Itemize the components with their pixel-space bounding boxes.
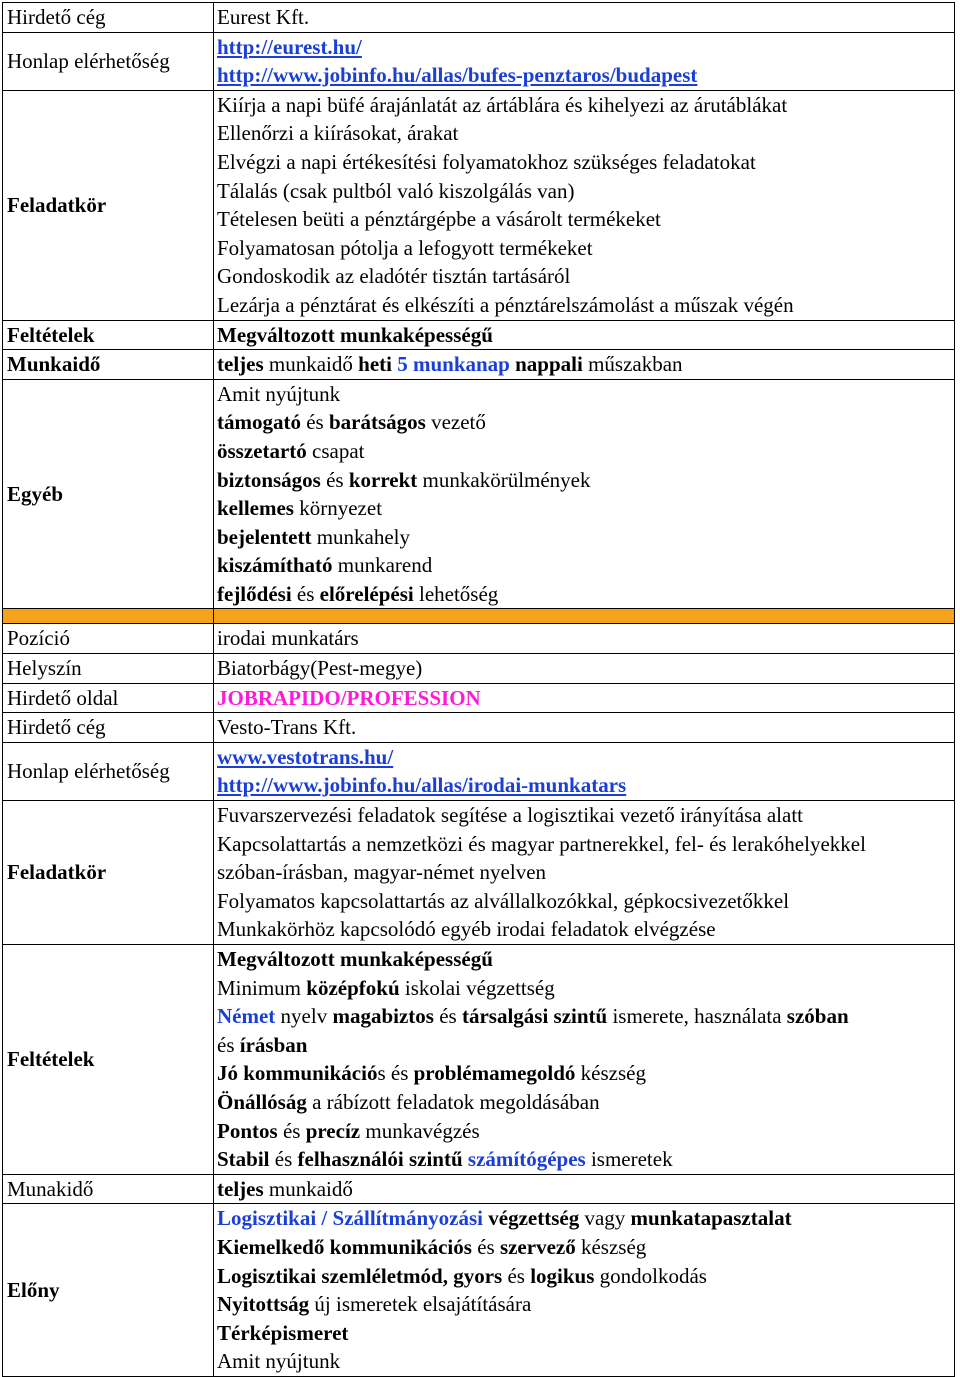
ad1-task-item: Folyamatosan pótolja a lefogyott termékeket	[217, 235, 593, 260]
ad2-advantage-item: Amit nyújtunk	[217, 1349, 341, 1374]
ad1-tasks-label: Feladatkör	[3, 90, 214, 320]
ad1-other-list	[214, 379, 955, 609]
adv-part: Kiemelkedő kommunikációs	[217, 1234, 472, 1259]
ad2-site-row	[3, 683, 955, 713]
cond-part: ismerete, használata	[607, 1004, 787, 1029]
ad2-task-item: Folyamatos kapcsolattartás az alvállalkozókkal, gépkocsivezetőkkel	[217, 888, 790, 913]
adv-part: és	[471, 1234, 500, 1259]
ad1-other-item	[217, 437, 954, 466]
ad2-advantage-list	[214, 1204, 955, 1377]
ad1-conditions-row	[3, 320, 955, 350]
adv-part: végzettség	[483, 1206, 580, 1231]
cond-part: felhasználói szintű	[297, 1147, 463, 1172]
ad1-other-item	[217, 551, 954, 580]
ad1-task-item: Lezárja a pénztárat és elkészíti a pénztárelszámolást a műszak végén	[217, 292, 794, 317]
cond-part: középfokú	[306, 975, 400, 1000]
ad1-website-label: Honlap elérhetőség	[3, 32, 214, 90]
ad2-position-label: Pozíció	[3, 624, 214, 654]
ad2-advantage-label: Előny	[3, 1204, 214, 1377]
separator-cell	[214, 609, 955, 624]
ad1-website-link-2[interactable]: http://www.jobinfo.hu/allas/bufes-penztaros/budapest	[217, 63, 698, 88]
job-ads-table	[2, 2, 955, 1377]
other-part: és	[291, 581, 320, 606]
cond-part: készség	[575, 1061, 646, 1086]
ad2-condition-item	[217, 1088, 954, 1117]
ad2-website-link-2[interactable]: http://www.jobinfo.hu/allas/irodai-munkatars	[217, 773, 627, 798]
adv-part: Nyitottság	[217, 1292, 310, 1317]
ad2-condition-item	[217, 1059, 954, 1088]
other-part: bejelentett	[217, 524, 312, 549]
cond-part: precíz	[305, 1118, 361, 1143]
ad2-tasks-label: Feladatkör	[3, 801, 214, 945]
cond-part: Német	[217, 1004, 276, 1029]
other-part: kiszámítható	[217, 553, 333, 578]
ad1-hours-row	[3, 350, 955, 380]
other-part: lehetőség	[413, 581, 499, 606]
ad2-company-row	[3, 713, 955, 743]
other-part: összetartó	[217, 438, 307, 463]
other-part: barátságos	[328, 410, 426, 435]
hours-part: műszakban	[582, 352, 683, 377]
ad2-tasks-row	[3, 801, 955, 945]
cond-part: és	[433, 1004, 462, 1029]
ad1-other-item	[217, 523, 954, 552]
separator-cell	[3, 609, 214, 624]
ad1-other-item	[217, 494, 954, 523]
other-part: vezető	[425, 410, 486, 435]
cond-part: társalgási szintű	[461, 1004, 608, 1029]
other-part: korrekt	[348, 467, 418, 492]
adv-part: vagy	[579, 1206, 631, 1231]
adv-part: gondolkodás	[594, 1263, 707, 1288]
ad2-condition-item: Megváltozott munkaképességű	[217, 947, 493, 971]
cond-part: Minimum	[217, 975, 307, 1000]
other-part: biztonságos	[217, 467, 321, 492]
other-part: munkahely	[311, 524, 411, 549]
adv-part: készség	[575, 1234, 647, 1259]
cond-part: számítógépes	[462, 1147, 586, 1172]
ad2-tasks-list	[214, 801, 955, 945]
ad2-location-row	[3, 654, 955, 684]
ad-separator-row	[3, 609, 955, 624]
hours-part: munkaidő	[263, 352, 359, 377]
ad2-condition-item	[217, 1145, 954, 1174]
adv-part: logikus	[530, 1263, 595, 1288]
ad2-company-label: Hirdető cég	[3, 713, 214, 743]
document-page	[2, 2, 954, 1377]
cond-part: magabiztos	[332, 1004, 434, 1029]
other-part: előrelépési	[319, 581, 414, 606]
hours-part: munkaidő	[263, 1176, 353, 1201]
ad1-other-intro: Amit nyújtunk	[217, 381, 341, 406]
ad2-position-value: irodai munkatárs	[214, 624, 955, 654]
ad1-conditions-value: Megváltozott munkaképességű	[214, 320, 955, 350]
ad2-website-link-1[interactable]: www.vestotrans.hu/	[217, 744, 394, 769]
ad2-condition-item	[217, 1002, 954, 1031]
hours-part: heti	[358, 352, 392, 377]
other-part: támogató	[217, 410, 301, 435]
ad2-position-row	[3, 624, 955, 654]
cond-part: Stabil	[217, 1147, 270, 1172]
cond-part: s és	[377, 1061, 414, 1086]
cond-part: problémamegoldó	[413, 1061, 576, 1086]
cond-part: és	[217, 1032, 240, 1057]
ad1-website-link-1[interactable]: http://eurest.hu/	[217, 34, 362, 59]
ad1-task-item: Ellenőrzi a kiírásokat, árakat	[217, 121, 459, 146]
hours-part: nappali	[509, 352, 583, 377]
ad2-hours-value	[214, 1174, 955, 1204]
ad1-company-value: Eurest Kft.	[214, 3, 955, 33]
adv-part: Logisztikai / Szállítmányozási	[217, 1206, 484, 1231]
other-part: kellemes	[217, 496, 294, 521]
ad1-website-row	[3, 32, 955, 90]
other-part: munkarend	[332, 553, 433, 578]
ad2-site-value: JOBRAPIDO/PROFESSION	[214, 683, 955, 713]
cond-part: ismeretek	[585, 1147, 673, 1172]
ad2-location-label: Helyszín	[3, 654, 214, 684]
ad2-advantage-item: Térképismeret	[217, 1320, 349, 1345]
ad1-task-item: Gondoskodik az eladótér tisztán tartásáról	[217, 264, 571, 289]
ad1-hours-value	[214, 350, 955, 380]
ad1-task-item: Kiírja a napi büfé árajánlatát az ártáblára és kihelyezi az árutáblákat	[217, 92, 788, 117]
adv-part: munkatapasztalat	[630, 1206, 792, 1231]
cond-part: Jó kommunikáció	[217, 1061, 378, 1086]
ad2-conditions-list	[214, 945, 955, 1175]
other-part: munkakörülmények	[417, 467, 591, 492]
ad2-task-item: Kapcsolattartás a nemzetközi és magyar partnerekkel, fel- és lerakóhelyekkel	[217, 831, 866, 856]
ad1-hours-label: Munkaidő	[3, 350, 214, 380]
ad2-condition-item	[217, 1117, 954, 1146]
ad1-task-item: Tételesen beüti a pénztárgépbe a vásárolt termékeket	[217, 207, 661, 232]
ad2-site-label: Hirdető oldal	[3, 683, 214, 713]
ad1-conditions-label: Feltételek	[3, 320, 214, 350]
adv-part: Logisztikai szemléletmód, gyors	[217, 1263, 503, 1288]
ad2-task-item: Munkakörhöz kapcsolódó egyéb irodai feladatok elvégzése	[217, 917, 716, 942]
other-part: környezet	[293, 496, 383, 521]
ad2-advantage-item	[217, 1262, 954, 1291]
ad2-hours-label: Munakidő	[3, 1174, 214, 1204]
cond-part: Pontos	[217, 1118, 278, 1143]
ad1-task-item: Tálalás (csak pultból való kiszolgálás van)	[217, 178, 575, 203]
adv-part: szervező	[499, 1234, 576, 1259]
ad2-conditions-label: Feltételek	[3, 945, 214, 1175]
ad2-task-item: Fuvarszervezési feladatok segítése a logisztikai vezető irányítása alatt	[217, 803, 804, 828]
cond-part: írásban	[239, 1032, 308, 1057]
other-part: és	[320, 467, 349, 492]
ad2-condition-item	[217, 974, 954, 1003]
ad2-advantage-item	[217, 1290, 954, 1319]
other-part: és	[300, 410, 329, 435]
ad1-other-row	[3, 379, 955, 609]
ad2-company-value: Vesto-Trans Kft.	[214, 713, 955, 743]
cond-part: munkavégzés	[360, 1118, 480, 1143]
cond-part: és	[277, 1118, 306, 1143]
other-part: csapat	[306, 438, 365, 463]
ad2-task-item: szóban-írásban, magyar-német nyelven	[217, 860, 547, 885]
cond-part: nyelv	[275, 1004, 333, 1029]
cond-part: és	[269, 1147, 298, 1172]
ad1-company-label: Hirdető cég	[3, 3, 214, 33]
hours-part: teljes	[217, 352, 264, 377]
ad1-task-item: Elvégzi a napi értékesítési folyamatokhoz szükséges feladatokat	[217, 149, 756, 174]
ad2-website-label: Honlap elérhetőség	[3, 742, 214, 800]
hours-part: teljes	[217, 1176, 264, 1201]
ad1-other-label: Egyéb	[3, 379, 214, 609]
ad1-tasks-row	[3, 90, 955, 320]
adv-part: és	[502, 1263, 531, 1288]
ad2-advantage-item	[217, 1233, 954, 1262]
ad2-condition-item	[217, 1031, 954, 1060]
ad1-other-item	[217, 580, 954, 609]
ad2-location-value: Biatorbágy(Pest-megye)	[214, 654, 955, 684]
cond-part: Önállóság	[217, 1089, 307, 1114]
cond-part: a rábízott feladatok megoldásában	[306, 1089, 600, 1114]
ad1-company-row	[3, 3, 955, 33]
other-part: fejlődési	[217, 581, 292, 606]
ad2-hours-row	[3, 1174, 955, 1204]
ad2-website-row	[3, 742, 955, 800]
ad1-other-item	[217, 408, 954, 437]
ad2-conditions-row	[3, 945, 955, 1175]
ad2-advantage-row	[3, 1204, 955, 1377]
cond-part: iskolai végzettség	[399, 975, 555, 1000]
ad1-other-item	[217, 466, 954, 495]
adv-part: új ismeretek elsajátítására	[309, 1292, 532, 1317]
hours-part: 5 munkanap	[391, 352, 510, 377]
ad2-advantage-item	[217, 1204, 954, 1233]
ad1-tasks-list	[214, 90, 955, 320]
cond-part: szóban	[786, 1004, 849, 1029]
